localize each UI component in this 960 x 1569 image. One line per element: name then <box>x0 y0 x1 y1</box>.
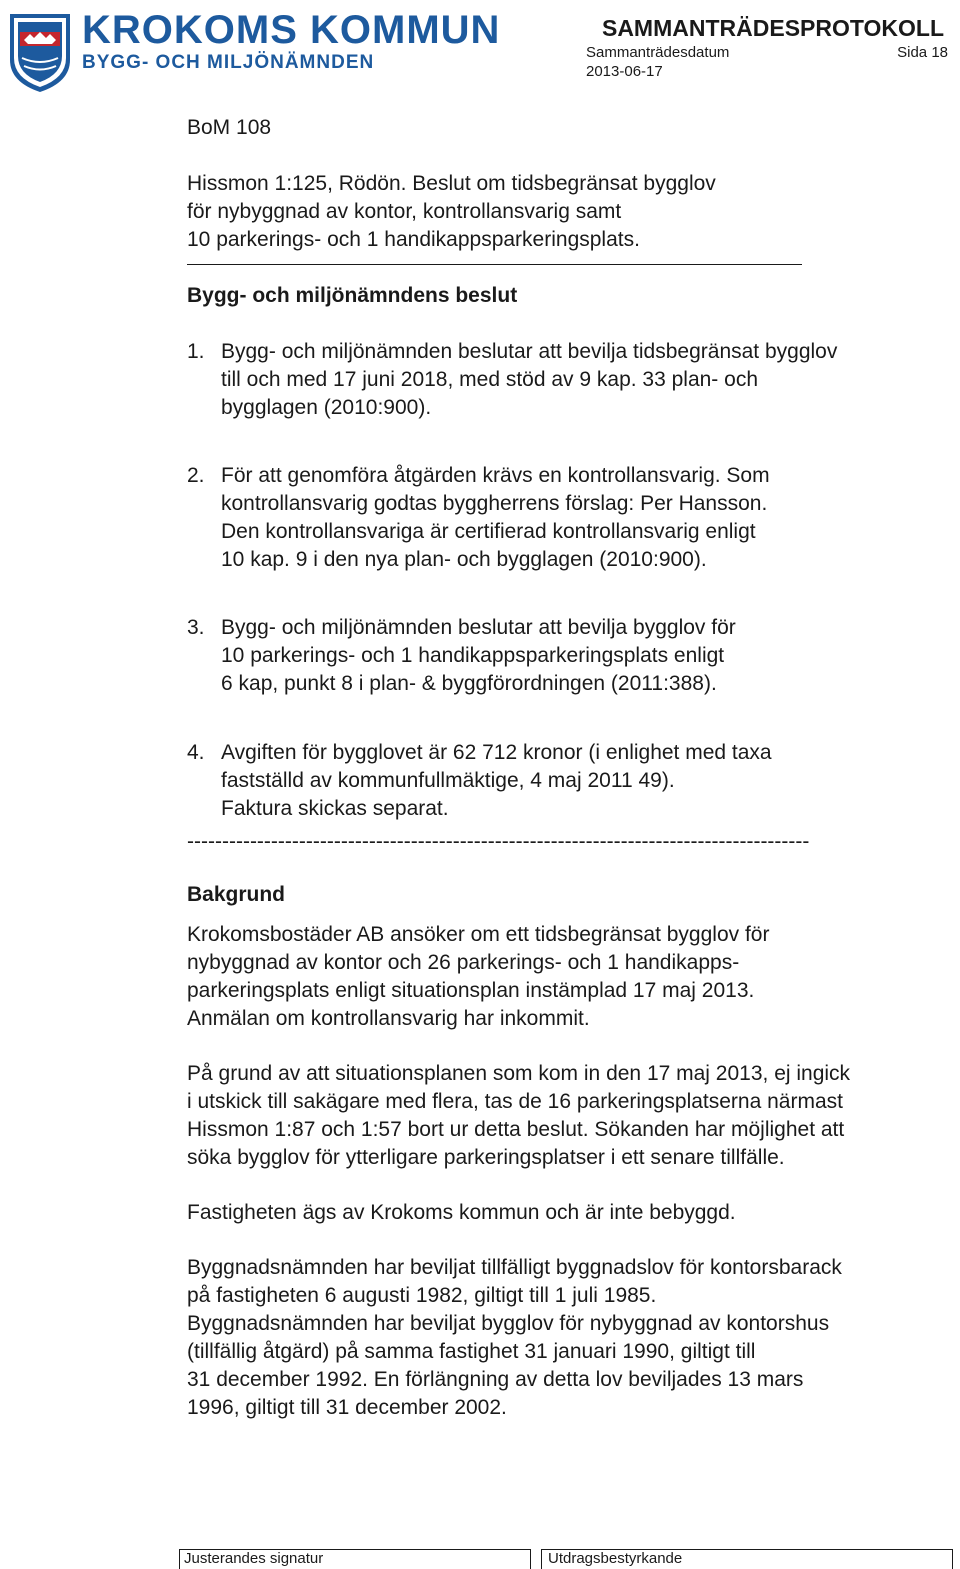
extract-certification-label: Utdragsbestyrkande <box>548 1550 683 1567</box>
municipal-crest-icon <box>6 10 74 94</box>
page-number: Sida 18 <box>897 44 948 61</box>
background-line: (tillfällig åtgärd) på samma fastighet 31 januari 1990, giltigt till <box>187 1340 756 1363</box>
background-line: nybyggnad av kontor och 26 parkerings- och 1 handikapps- <box>187 951 740 974</box>
decision-line: Bygg- och miljönämnden beslutar att bevilja tidsbegränsat bygglov <box>221 340 838 363</box>
background-line: på fastigheten 6 augusti 1982, giltigt till 1 juli 1985. <box>187 1284 657 1307</box>
section-separator: ----------------------------------------------------------------------------------------- <box>187 830 810 853</box>
meeting-date-label: Sammanträdesdatum <box>586 44 730 61</box>
background-line: Anmälan om kontrollansvarig har inkommit. <box>187 1007 590 1030</box>
background-heading: Bakgrund <box>187 883 286 906</box>
committee-name: BYGG- OCH MILJÖNÄMNDEN <box>82 52 375 73</box>
decision-number: 4. <box>187 741 205 764</box>
decision-line: till och med 17 juni 2018, med stöd av 9 kap. 33 plan- och <box>221 368 758 391</box>
decision-number: 3. <box>187 616 205 639</box>
background-line: parkeringsplats enligt situationsplan instämplad 17 maj 2013. <box>187 979 755 1002</box>
background-line: 31 december 1992. En förlängning av detta lov beviljades 13 mars <box>187 1368 804 1391</box>
background-line: Fastigheten ägs av Krokoms kommun och är inte bebyggd. <box>187 1201 736 1224</box>
background-line: På grund av att situationsplanen som kom in den 17 maj 2013, ej ingick <box>187 1062 851 1085</box>
background-line: Hissmon 1:87 och 1:57 bort ur detta beslut. Sökanden har möjlighet att <box>187 1118 845 1141</box>
meeting-date: 2013-06-17 <box>586 63 663 80</box>
subject-line: Hissmon 1:125, Rödön. Beslut om tidsbegränsat bygglov <box>187 172 716 195</box>
decision-line: Avgiften för bygglovet är 62 712 kronor (i enlighet med taxa <box>221 741 772 764</box>
background-line: i utskick till sakägare med flera, tas de 16 parkeringsplatserna närmast <box>187 1090 843 1113</box>
subject-underline <box>187 264 802 265</box>
subject-line: för nybyggnad av kontor, kontrollansvarig samt <box>187 200 622 223</box>
decision-line: Den kontrollansvariga är certifierad kontrollansvarig enligt <box>221 520 756 543</box>
background-line: Krokomsbostäder AB ansöker om ett tidsbegränsat bygglov för <box>187 923 770 946</box>
decision-line: 6 kap, punkt 8 i plan- & byggförordningen (2011:388). <box>221 672 717 695</box>
decision-line: Bygg- och miljönämnden beslutar att bevilja bygglov för <box>221 616 736 639</box>
decision-number: 2. <box>187 464 205 487</box>
decision-line: 10 kap. 9 i den nya plan- och bygglagen (2010:900). <box>221 548 707 571</box>
subject-line: 10 parkerings- och 1 handikappsparkeringsplats. <box>187 228 640 251</box>
background-line: Byggnadsnämnden har beviljat tillfälligt byggnadslov för kontorsbarack <box>187 1256 842 1279</box>
organization-name: KROKOMS KOMMUN <box>82 8 501 52</box>
background-line: Byggnadsnämnden har beviljat bygglov för nybyggnad av kontorshus <box>187 1312 830 1335</box>
background-line: söka bygglov för ytterligare parkeringsplatser i ett senare tillfälle. <box>187 1146 785 1169</box>
background-line: 1996, giltigt till 31 december 2002. <box>187 1396 507 1419</box>
document-type: SAMMANTRÄDESPROTOKOLL <box>601 15 944 41</box>
decision-line: bygglagen (2010:900). <box>221 396 432 419</box>
decision-line: fastställd av kommunfullmäktige, 4 maj 2011 49). <box>221 769 675 792</box>
paragraph-id: BoM 108 <box>187 116 272 139</box>
decision-line: kontrollansvarig godtas byggherrens förslag: Per Hansson. <box>221 492 768 515</box>
decision-heading: Bygg- och miljönämndens beslut <box>187 284 518 307</box>
decision-line: För att genomföra åtgärden krävs en kontrollansvarig. Som <box>221 464 770 487</box>
signature-label: Justerandes signatur <box>184 1550 324 1567</box>
decision-line: Faktura skickas separat. <box>221 797 449 820</box>
decision-number: 1. <box>187 340 205 363</box>
decision-line: 10 parkerings- och 1 handikappsparkeringsplats enligt <box>221 644 725 667</box>
